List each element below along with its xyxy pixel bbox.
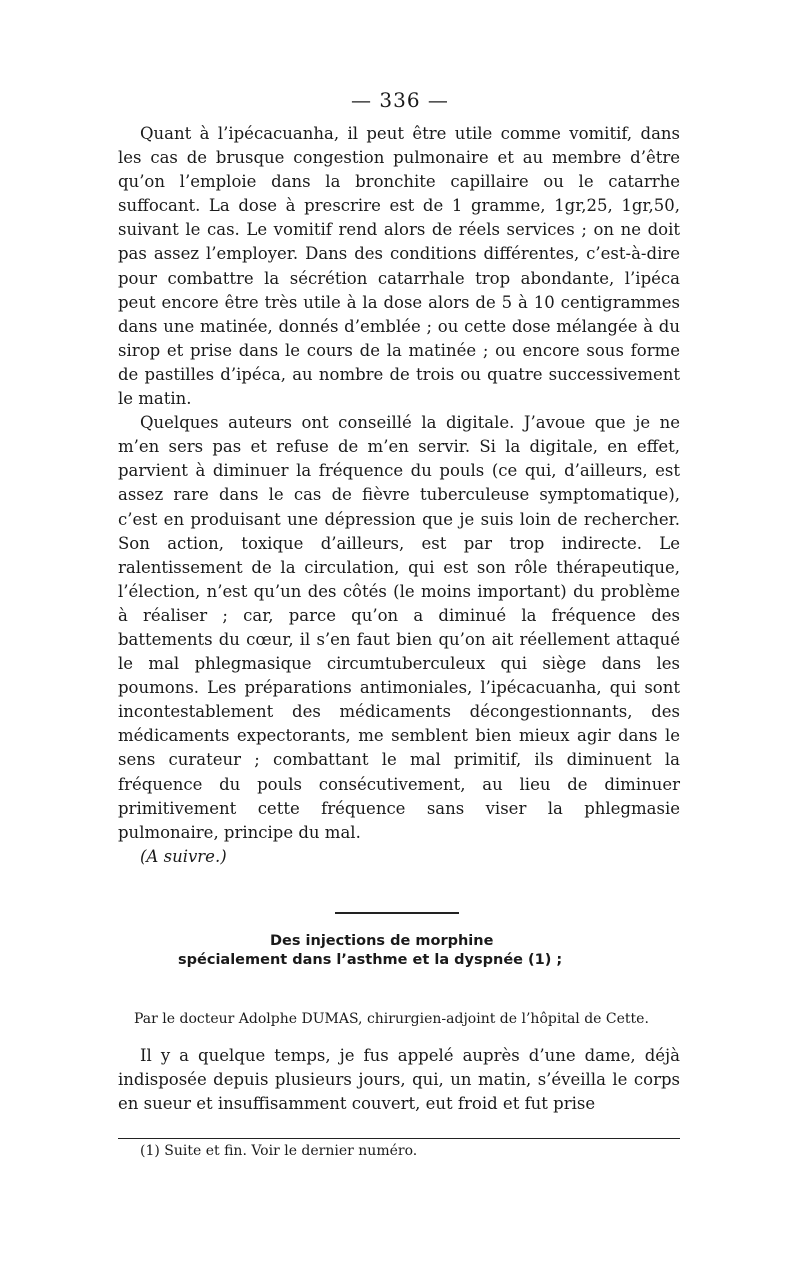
page-number: — 336 — (351, 88, 449, 112)
paragraph-ipecacuanha: Quant à l’ipécacuanha, il peut être utile comme vomitif, dans les cas de brusque congestion pulmonaire et au membre d’être qu’on l’emploie dans la bronchite capillaire ou le catarrhe suffocant. La dose à prescrire est de 1 gramme, 1gr,25, 1gr,50, suivant le cas. Le vomitif rend alors de réels services ; on ne doit pas assez l’employer. Dans des conditions différentes, c’est-à-dire pour combattre la sécrétion catarrhale trop abondante, l’ipéca peut encore être très utile à la dose alors de 5 à 10 centigrammes dans une matinée, donnés d’emblée ; ou cette dose mélangée à du sirop et prise dans le cours de la matinée ; ou encore sous forme de pastilles d’ipéca, au nombre de trois ou quatre successivement le matin. (118, 124, 680, 409)
paragraph-digitale: Quelques auteurs ont conseillé la digitale. J’avoue que je ne m’en sers pas et refuse de m’en servir. Si la digitale, en effet, parvient à diminuer la fréquence du pouls (ce qui, d’ailleurs, est assez rare dans le cas de fièvre tuberculeuse symptomatique), c’est en produisant une dépression que je suis loin de rechercher. Son action, toxique d’ailleurs, est par trop indirecte. Le ralentissement de la circulation, qui est son rôle thérapeutique, l’élection, n’est qu’un des côtés (le moins important) du problème à réaliser ; car, parce qu’on a diminué la fréquence des battements du cœur, il s’en faut bien qu’on ait réellement attaqué le mal phlegmasique circumtuberculeux qui siège dans les poumons. Les préparations antimoniales, l’ipécacuanha, qui sont incontestablement des médicaments décongestionnants, des médicaments expectorants, me semblent bien mieux agir dans le sens curateur ; combattant le mal primitif, ils diminuent la fréquence du pouls consécutivement, au lieu de diminuer primitivement cette fréquence sans viser la phlegmasie pulmonaire, principe du mal. (118, 413, 680, 842)
section-heading (118, 932, 680, 970)
author-byline: Par le docteur Adolphe DUMAS, chirurgien-adjoint de l’hôpital de Cette. (134, 1011, 649, 1027)
article-body (118, 122, 680, 869)
footnote-divider (118, 1138, 680, 1139)
section-heading-line1: Des injections de morphine (270, 933, 494, 949)
section-divider (335, 912, 459, 914)
to-be-continued-line (118, 845, 680, 869)
paragraph-section-start: Il y a quelque temps, je fus appelé auprès d’une dame, déjà indisposée depuis plusieurs jours, qui, un matin, s’éveilla le corps en sueur et insuffisamment couvert, eut froid et fut prise (118, 1046, 680, 1114)
section-body (118, 1044, 680, 1116)
to-be-continued: (A suivre.) (140, 846, 227, 866)
footnote: (1) Suite et fin. Voir le dernier numéro. (140, 1143, 418, 1159)
section-heading-line2: spécialement dans l’asthme et la dyspnée (1) ; (178, 952, 563, 968)
